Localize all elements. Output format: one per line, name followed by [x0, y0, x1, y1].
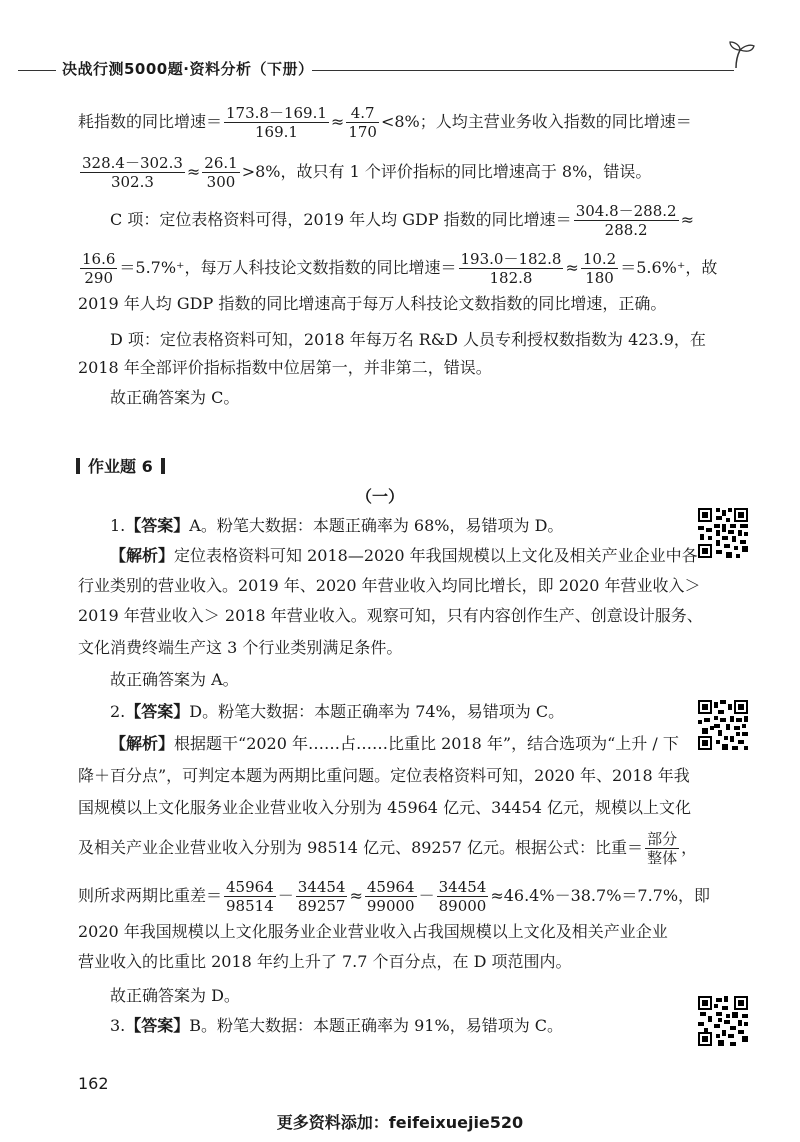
- text-line: [78, 250, 717, 287]
- text-span: ≈: [565, 258, 579, 277]
- text-span: >8%，故只有 1 个评价指标的同比增速高于 8%，错误。: [241, 162, 652, 181]
- section-title: 作业题 6: [88, 457, 153, 476]
- analysis-text: 根据题干“2020 年……占……比重比 2018 年”，结合选项为“上升 / 下: [174, 734, 679, 753]
- answer-tag: 【答案】: [125, 702, 190, 721]
- qr-code-icon[interactable]: [698, 700, 748, 750]
- qr-code-icon[interactable]: [698, 508, 748, 558]
- fraction-numerator: 45964: [226, 878, 274, 896]
- text-line: 故正确答案为 C。: [110, 388, 240, 407]
- fraction-denominator: 182.8: [489, 269, 533, 287]
- question-answer-line: [78, 516, 563, 536]
- text-line: [78, 104, 692, 141]
- header-rule-left: [18, 70, 56, 71]
- analysis-line: [78, 734, 679, 754]
- fraction-numerator: 部分: [647, 830, 678, 848]
- answer-text: B。粉笔大数据：本题正确率为 91%，易错项为 C。: [189, 1016, 564, 1035]
- text-line: 2018 年全部评价指标指数中位居第一，并非第二，错误。: [78, 358, 492, 377]
- text-span: ≈: [680, 210, 694, 229]
- analysis-text: 定位表格资料可知 2018—2020 年我国规模以上文化及相关产业企业中各: [174, 546, 698, 565]
- page-number: 162: [78, 1074, 109, 1093]
- text-span: ＝5.6%⁺，故: [620, 258, 718, 277]
- text-line: 2019 年营业收入＞ 2018 年营业收入。观察可知，只有内容创作生产、创意设计服务、: [78, 606, 703, 625]
- text-line: [78, 830, 697, 867]
- fraction-denominator: 300: [206, 173, 236, 191]
- question-answer-line: [78, 702, 564, 722]
- answer-tag: 【答案】: [125, 1016, 190, 1035]
- section-heading: [68, 454, 173, 477]
- analysis-tag: 【解析】: [110, 734, 175, 753]
- fraction-denominator: 整体: [647, 849, 678, 867]
- text-span: －: [418, 886, 435, 905]
- section-bar-right: [161, 458, 165, 474]
- text-line: [78, 878, 710, 915]
- text-span: 耗指数的同比增速＝: [78, 112, 223, 131]
- fraction-numerator: 34454: [438, 878, 487, 896]
- fraction: [296, 878, 348, 915]
- fraction: [224, 104, 329, 141]
- book-title: 决战行测5000题·资料分析（下册）: [62, 60, 314, 78]
- fraction: [202, 154, 239, 191]
- text-line: 国规模以上文化服务业企业营业收入分别为 45964 亿元、34454 亿元，规模以上文化: [78, 798, 692, 817]
- question-answer-line: [78, 1016, 563, 1036]
- fraction-numerator: 173.8－169.1: [226, 104, 327, 122]
- text-span: ≈: [186, 162, 201, 181]
- answer-tag: 【答案】: [125, 516, 190, 535]
- fraction: [80, 250, 117, 287]
- fraction-numerator: 26.1: [204, 154, 238, 172]
- fraction: [80, 154, 185, 191]
- text-line: [78, 202, 694, 239]
- fraction: [581, 250, 618, 287]
- fraction-denominator: 302.3: [110, 173, 154, 191]
- sprout-icon: [726, 40, 758, 70]
- text-line: 降＋百分点”，可判定本题为两期比重问题。定位表格资料可知，2020 年、2018 年我: [78, 766, 690, 785]
- fraction-numerator: 10.2: [582, 250, 617, 268]
- part-heading: （一）: [356, 487, 405, 506]
- fraction-denominator: 170: [348, 123, 377, 141]
- fraction-denominator: 288.2: [604, 221, 648, 239]
- text-line: 2019 年人均 GDP 指数的同比增速高于每万人科技论文数指数的同比增速，正确。: [78, 294, 667, 313]
- text-span: －: [277, 886, 294, 905]
- header-rule-right: [312, 70, 734, 71]
- text-line: D 项：定位表格资料可知，2018 年每万名 R&D 人员专利授权数指数为 423.9，在: [110, 330, 706, 349]
- analysis-tag: 【解析】: [110, 546, 175, 565]
- text-span: ≈: [349, 886, 363, 905]
- text-line: [78, 154, 651, 191]
- text-line: 2020 年我国规模以上文化服务业企业营业收入占我国规模以上文化及相关产业企业: [78, 922, 668, 941]
- question-number: 3.: [110, 1016, 126, 1035]
- answer-text: A。粉笔大数据：本题正确率为 68%，易错项为 D。: [189, 516, 564, 535]
- fraction: [346, 104, 379, 141]
- fraction-denominator: 290: [84, 269, 114, 287]
- text-span: 则所求两期比重差＝: [78, 886, 223, 905]
- text-span: 及相关产业企业营业收入分别为 98514 亿元、89257 亿元。根据公式：比重＝: [78, 838, 644, 857]
- fraction-numerator: 193.0－182.8: [460, 250, 562, 268]
- text-span: ，: [681, 838, 698, 857]
- fraction-denominator: 180: [585, 269, 614, 287]
- fraction-denominator: 98514: [226, 897, 274, 915]
- fraction-denominator: 89257: [297, 897, 346, 915]
- analysis-line: [78, 546, 698, 566]
- text-line: 故正确答案为 D。: [110, 986, 240, 1005]
- fraction: [574, 202, 679, 239]
- fraction-numerator: 34454: [297, 878, 346, 896]
- text-line: 故正确答案为 A。: [110, 670, 239, 689]
- text-span: ≈46.4%－38.7%＝7.7%，即: [490, 886, 711, 905]
- text-line: 营业收入的比重比 2018 年约上升了 7.7 个百分点，在 D 项范围内。: [78, 952, 572, 971]
- fraction-numerator: 328.4－302.3: [82, 154, 183, 172]
- footer-note: 更多资料添加：feifeixuejie520: [276, 1113, 524, 1132]
- fraction: [437, 878, 489, 915]
- fraction: [459, 250, 564, 287]
- running-header: [0, 54, 800, 84]
- fraction-numerator: 4.7: [346, 104, 379, 123]
- qr-code-icon[interactable]: [698, 996, 748, 1046]
- text-line: 行业类别的营业收入。2019 年、2020 年营业收入均同比增长，即 2020 年营业收入＞: [78, 576, 701, 595]
- fraction-numerator: 16.6: [82, 250, 116, 268]
- text-line: 文化消费终端生产这 3 个行业类别满足条件。: [78, 638, 403, 657]
- fraction-denominator: 89000: [438, 897, 487, 915]
- text-span: ＝5.7%⁺，每万人科技论文数指数的同比增速＝: [119, 258, 457, 277]
- text-span: C 项：定位表格资料可得，2019 年人均 GDP 指数的同比增速＝: [110, 210, 572, 229]
- fraction-denominator: 99000: [366, 897, 415, 915]
- text-span: <8%；人均主营业务收入指数的同比增速＝: [380, 112, 692, 131]
- answer-text: D。粉笔大数据：本题正确率为 74%，易错项为 C。: [189, 702, 565, 721]
- question-number: 2.: [110, 702, 126, 721]
- fraction: [645, 830, 679, 867]
- fraction: [365, 878, 417, 915]
- section-bar-left: [76, 458, 80, 474]
- fraction-numerator: 304.8－288.2: [575, 202, 677, 220]
- fraction-denominator: 169.1: [254, 123, 298, 141]
- text-span: ≈: [330, 112, 345, 131]
- fraction: [224, 878, 276, 915]
- fraction-numerator: 45964: [366, 878, 415, 896]
- question-number: 1.: [110, 516, 126, 535]
